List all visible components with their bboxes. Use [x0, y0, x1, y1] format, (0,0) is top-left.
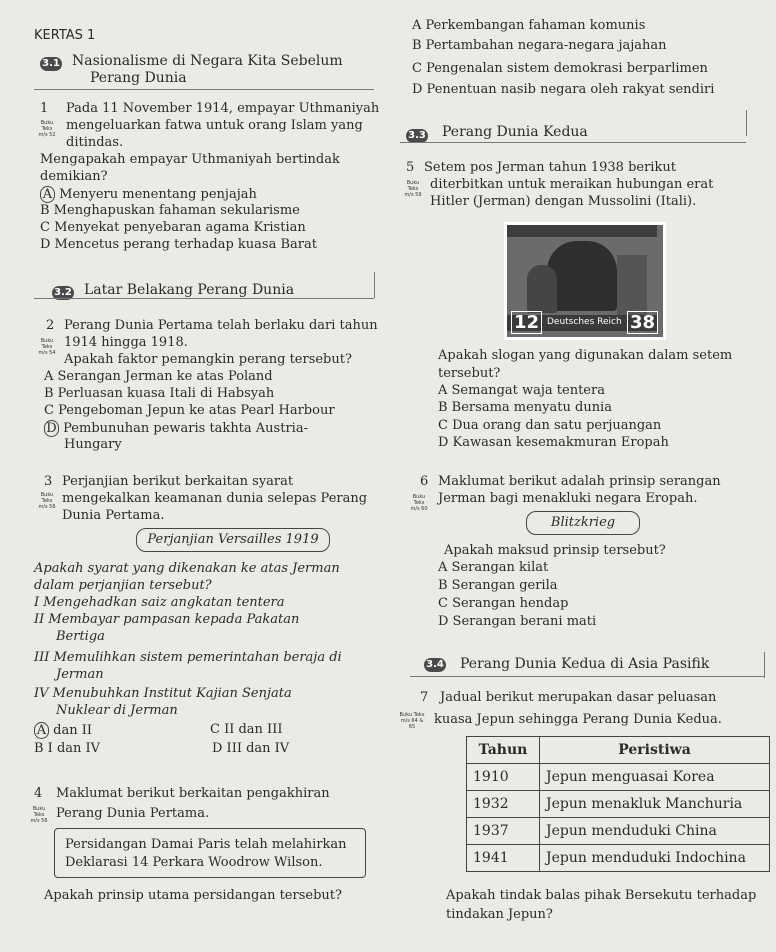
question-text: ditindas. [66, 135, 124, 150]
option-d[interactable]: D Mencetus perang terhadap kuasa Barat [40, 237, 317, 252]
question-ask: tersebut? [438, 366, 501, 381]
question-text: 1914 hingga 1918. [64, 335, 188, 350]
section-number: 3.4 [424, 658, 446, 672]
question-text: Setem pos Jerman tahun 1938 berikut [424, 160, 676, 175]
stamp-value-right: 38 [627, 311, 658, 334]
section-title: Latar Belakang Perang Dunia [84, 282, 295, 298]
option-c[interactable]: C Menyekat penyebaran agama Kristian [40, 220, 306, 235]
option-d[interactable]: D Pembunuhan pewaris takhta Austria- [44, 420, 308, 437]
option-b[interactable]: B I dan IV [34, 741, 101, 756]
section-title: Nasionalisme di Negara Kita Sebelum [72, 53, 343, 69]
question-number: 7 [420, 690, 429, 705]
question-ask: Apakah prinsip utama persidangan tersebut? [44, 888, 342, 903]
postage-stamp-image [504, 222, 666, 340]
treaty-box: Perjanjian Versailles 1919 [136, 528, 330, 552]
option-d[interactable]: D III dan IV [212, 741, 290, 756]
question-number: 4 [34, 786, 43, 801]
table-row [467, 764, 770, 791]
option-d-cont: Hungary [64, 437, 122, 452]
table-row [467, 845, 770, 872]
table-cell: Jepun menguasai Korea [540, 764, 770, 791]
textbook-ref: Buku Teks m/s 60 [410, 494, 428, 512]
statement-iv: IV Menubuhkan Institut Kajian Senjata [34, 686, 292, 701]
circled-letter: A [40, 186, 55, 203]
question-number: 6 [420, 474, 429, 489]
info-line: Persidangan Damai Paris telah melahirkan [65, 837, 347, 852]
table-cell: Jepun menakluk Manchuria [540, 791, 770, 818]
question-text: mengeluarkan fatwa untuk orang Islam yang [66, 118, 363, 133]
option-c[interactable]: C Pengenalan sistem demokrasi berparlimen [412, 61, 708, 76]
question-number: 1 [40, 101, 49, 116]
option-d[interactable]: D Kawasan kesemakmuran Eropah [438, 435, 669, 450]
question-text: Perang Dunia Pertama telah berlaku dari tahun [64, 318, 378, 333]
table-cell: 1910 [467, 764, 540, 791]
question-ask: Apakah faktor pemangkin perang tersebut? [64, 352, 352, 367]
statement-i: I Mengehadkan saiz angkatan tentera [34, 595, 285, 610]
principle-box: Blitzkrieg [526, 511, 640, 535]
option-d[interactable]: D Penentuan nasib negara oleh rakyat sendiri [412, 82, 715, 97]
option-b[interactable]: B Pertambahan negara-negara jajahan [412, 38, 667, 53]
question-ask: demikian? [40, 169, 108, 184]
textbook-ref: Buku Teks m/s 59 [404, 180, 422, 198]
question-ask: Apakah tindak balas pihak Bersekutu terhadap [446, 888, 757, 903]
option-b[interactable]: B Menghapuskan fahaman sekularisme [40, 203, 300, 218]
statement-iii: III Memulihkan sistem pemerintahan beraja di [34, 650, 342, 665]
section-number: 3.1 [40, 57, 62, 71]
statement-iii-cont: Jerman [56, 667, 104, 682]
info-line: Deklarasi 14 Perkara Woodrow Wilson. [65, 855, 323, 870]
table-header: Tahun [467, 737, 540, 764]
question-text: Pada 11 November 1914, empayar Uthmaniyah [66, 101, 380, 116]
question-number: 5 [406, 160, 415, 175]
question-text: Hitler (Jerman) dengan Mussolini (Itali). [430, 194, 697, 209]
table-cell: 1941 [467, 845, 540, 872]
policy-table [466, 736, 770, 872]
question-text: kuasa Jepun sehingga Perang Dunia Kedua. [434, 712, 722, 727]
statement-iv-cont: Nuklear di Jerman [56, 703, 178, 718]
question-text: Maklumat berikut berkaitan pengakhiran [56, 786, 330, 801]
info-box [54, 828, 366, 878]
section-title: Perang Dunia [90, 70, 187, 86]
statement-ii: II Membayar pampasan kepada Pakatan [34, 612, 300, 627]
textbook-ref: Buku Teks m/s 56 [38, 492, 56, 510]
option-b[interactable]: B Bersama menyatu dunia [438, 400, 612, 415]
question-text: mengekalkan keamanan dunia selepas Perang [62, 491, 368, 506]
question-ask: Apakah syarat yang dikenakan ke atas Jerman [34, 561, 340, 576]
table-cell: Jepun menduduki China [540, 818, 770, 845]
question-number: 2 [46, 318, 55, 333]
question-ask: Apakah slogan yang digunakan dalam setem [438, 348, 733, 363]
section-title: Perang Dunia Kedua di Asia Pasifik [460, 656, 710, 672]
option-c[interactable]: C Pengeboman Jepun ke atas Pearl Harbour [44, 403, 335, 418]
table-cell: 1937 [467, 818, 540, 845]
textbook-ref: Buku Teks m/s 54 [38, 338, 56, 356]
question-text: Perang Dunia Pertama. [56, 806, 210, 821]
question-ask: Apakah maksud prinsip tersebut? [444, 543, 666, 558]
table-row [467, 818, 770, 845]
option-c[interactable]: C Dua orang dan satu perjuangan [438, 418, 662, 433]
question-text: Perjanjian berikut berkaitan syarat [62, 474, 294, 489]
option-a[interactable]: A dan II [34, 722, 92, 739]
table-cell: Jepun menduduki Indochina [540, 845, 770, 872]
question-text: Jerman bagi menakluki negara Eropah. [438, 491, 698, 506]
option-a[interactable]: A Serangan kilat [438, 560, 549, 575]
question-text: Maklumat berikut adalah prinsip serangan [438, 474, 721, 489]
circled-letter: A [34, 722, 49, 739]
option-a[interactable]: A Serangan Jerman ke atas Poland [44, 369, 273, 384]
circled-letter: D [44, 420, 59, 437]
question-ask: tindakan Jepun? [446, 907, 553, 922]
paper-title: KERTAS 1 [34, 28, 96, 43]
stamp-country: Deutsches Reich [547, 317, 622, 327]
option-b[interactable]: B Perluasan kuasa Itali di Habsyah [44, 386, 275, 401]
question-text: Jadual berikut merupakan dasar peluasan [440, 690, 717, 705]
table-row [467, 791, 770, 818]
section-number: 3.2 [52, 286, 74, 300]
option-a[interactable]: A Menyeru menentang penjajah [40, 186, 257, 203]
statement-ii-cont: Bertiga [56, 629, 105, 644]
table-header: Peristiwa [540, 737, 770, 764]
option-a[interactable]: A Semangat waja tentera [438, 383, 605, 398]
textbook-ref: Buku Teks m/s 64 & 65 [399, 712, 425, 730]
textbook-ref: Buku Teks m/s 56 [30, 806, 48, 824]
textbook-ref: Buku Teks m/s 52 [38, 120, 56, 138]
hitler-mussolini-portrait [547, 241, 617, 311]
question-text: diterbitkan untuk meraikan hubungan erat [430, 177, 714, 192]
section-number: 3.3 [406, 129, 428, 143]
question-ask: Mengapakah empayar Uthmaniyah bertindak [40, 152, 340, 167]
table-cell: 1932 [467, 791, 540, 818]
option-b[interactable]: B Serangan gerila [438, 578, 558, 593]
option-c[interactable]: C II dan III [210, 722, 283, 737]
question-ask: dalam perjanjian tersebut? [34, 578, 212, 593]
stamp-value-left: 12 [511, 311, 542, 334]
option-d[interactable]: D Serangan berani mati [438, 614, 597, 629]
option-a[interactable]: A Perkembangan fahaman komunis [412, 18, 646, 33]
section-title: Perang Dunia Kedua [442, 124, 588, 140]
question-text: Dunia Pertama. [62, 508, 165, 523]
option-c[interactable]: C Serangan hendap [438, 596, 569, 611]
question-number: 3 [44, 474, 53, 489]
